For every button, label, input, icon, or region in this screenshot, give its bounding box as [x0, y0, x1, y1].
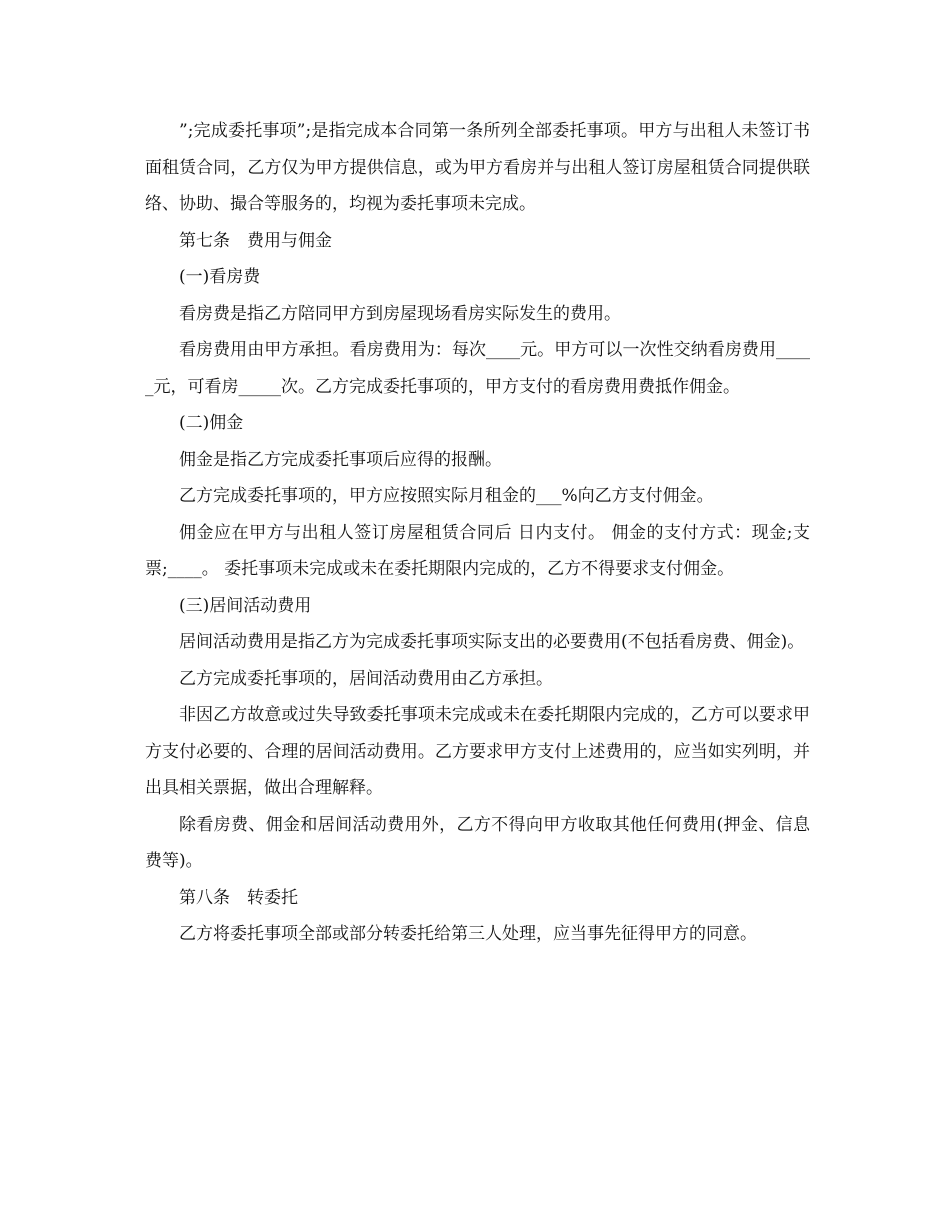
section-commission-heading: (二)佣金 — [179, 413, 244, 433]
paragraph-completion-definition: ”;完成委托事项”;是指完成本合同第一条所列全部委托事项。甲方与出租人未签订书面租赁合同，乙方仅为甲方提供信息，或为甲方看房并与出租人签订房屋租赁合同提供联络、协助、撮合等服务的，均视为委托事项未完成。 — [145, 121, 810, 214]
paragraph-intermediary-cost-borne: 乙方完成委托事项的，居间活动费用由乙方承担。 — [179, 668, 553, 689]
article-7-heading: 第七条 费用与佣金 — [179, 230, 332, 251]
section-viewing-fee-heading: (一)看房费 — [179, 267, 261, 287]
paragraph-intermediary-cost-claim: 非因乙方故意或过失导致委托事项未完成或未在委托期限内完成的，乙方可以要求甲方支付必要的、合理的居间活动费用。乙方要求甲方支付上述费用的，应当如实列明，并出具相关票据，做出合理解释。 — [145, 705, 810, 798]
document-body — [145, 113, 810, 953]
paragraph-viewing-fee-terms: 看房费用由甲方承担。看房费用为：每次____元。甲方可以一次性交纳看房费用_____元，可看房_____次。乙方完成委托事项的，甲方支付的看房费用费抵作佣金。 — [145, 340, 810, 397]
paragraph-commission-payment: 佣金应在甲方与出租人签订房屋租赁合同后 日内支付。 佣金的支付方式：现金;支票;____。 委托事项未完成或未在委托期限内完成的，乙方不得要求支付佣金。 — [145, 522, 810, 579]
paragraph-commission-definition: 佣金是指乙方完成委托事项后应得的报酬。 — [179, 449, 502, 470]
paragraph-viewing-fee-definition: 看房费是指乙方陪同甲方到房屋现场看房实际发生的费用。 — [179, 303, 621, 324]
paragraph-sub-delegation: 乙方将委托事项全部或部分转委托给第三人处理，应当事先征得甲方的同意。 — [179, 924, 757, 944]
article-8-heading: 第八条 转委托 — [179, 887, 298, 908]
paragraph-no-other-fees: 除看房费、佣金和居间活动费用外，乙方不得向甲方收取其他任何费用(押金、信息费等)。 — [145, 814, 810, 871]
paragraph-intermediary-cost-definition: 居间活动费用是指乙方为完成委托事项实际支出的必要费用(不包括看房费、佣金)。 — [179, 632, 805, 652]
paragraph-commission-rate: 乙方完成委托事项的，甲方应按照实际月租金的___%向乙方支付佣金。 — [179, 486, 714, 506]
section-intermediary-cost-heading: (三)居间活动费用 — [179, 595, 312, 616]
